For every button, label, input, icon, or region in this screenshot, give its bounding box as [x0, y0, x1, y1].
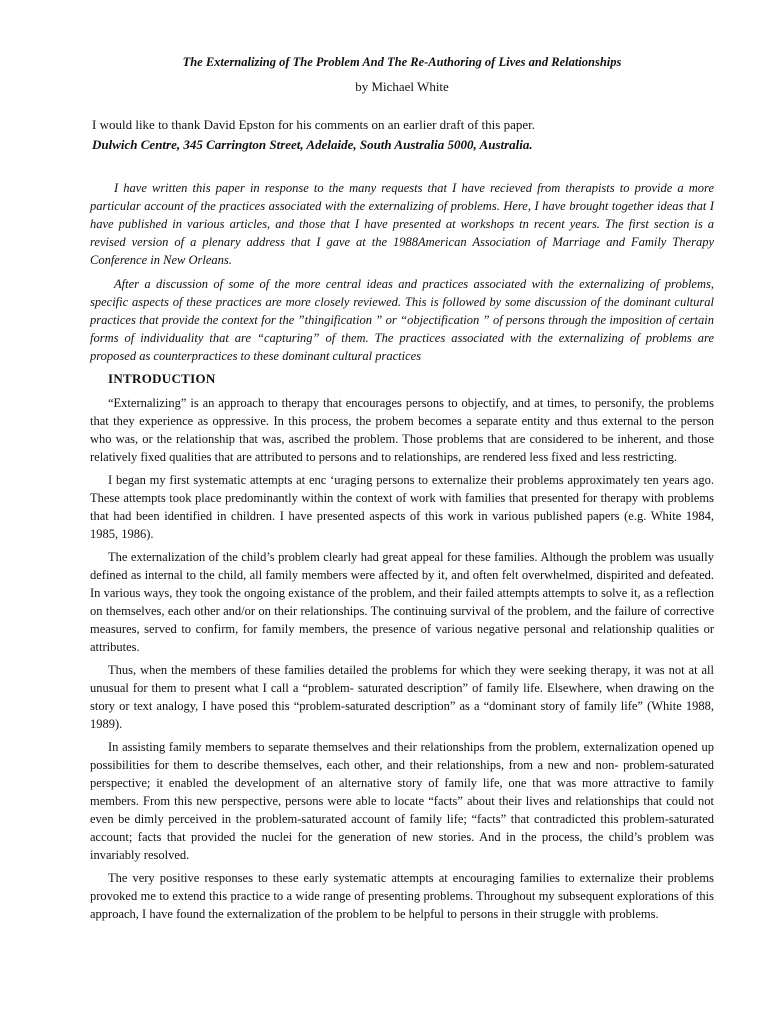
- body-paragraph-2: I began my first systematic attempts at enc ‘uraging persons to externalize their problems approximately ten years ago. These attempts took place predominantly within the context of work with families that presented for therapy with problems that had been identified in children. I have presented aspects of this work in various published papers (e.g. White 1984, 1985, 1986).: [90, 473, 714, 541]
- author-address: Dulwich Centre, 345 Carrington Street, Adelaide, South Australia 5000, Australia.: [92, 137, 533, 152]
- body-paragraph-5: In assisting family members to separate themselves and their relationships from the problem, externalization opened up possibilities for them to describe themselves, each other, and their relationships, from a new and non- problem-saturated perspective; it enabled the development of an alternative story of family life, one that was more attractive to family members. From this new perspective, persons were able to locate “facts” about their lives and relationships that could not even be dimly perceived in the problem-saturated account of family life; “facts” that contradicted this problem-saturated account; facts that provided the nuclei for the generation of new stories. And in the process, the child’s problem was invariably resolved.: [90, 740, 714, 862]
- body-paragraph-4: Thus, when the members of these families detailed the problems for which they were seeking therapy, it was not at all unusual for them to present what I call a “problem- saturated description” of family life. Elsewhere, when drawing on the story or text analogy, I have posed this “problem-saturated description” as a “dominant story of family life” (White 1988, 1989).: [90, 663, 714, 731]
- acknowledgement: I would like to thank David Epston for his comments on an earlier draft of this paper.: [92, 117, 535, 132]
- abstract-paragraph-1: I have written this paper in response to the many requests that I have recieved from therapists to provide a more particular account of the practices associated with the externalizing of problems. Here, I have brought together ideas that I have published in various articles, and those that I have presented at workshops tn recent years. The first section is a revised version of a plenary address that I gave at the 1988American Association of Marriage and Family Therapy Conference in New Orleans.: [90, 181, 714, 267]
- author-line: by Michael White: [355, 79, 449, 94]
- paper-title: The Externalizing of The Problem And The Re-Authoring of Lives and Relationships: [182, 55, 622, 69]
- section-heading: INTRODUCTION: [108, 371, 216, 386]
- document-page: [90, 53, 714, 923]
- body-paragraph-1: “Externalizing” is an approach to therapy that encourages persons to objectify, and at times, to personify, the problems that they experience as oppressive. In this process, the probem becomes a separate entity and thus external to the person who was, or the relationship that was, ascribed the problem. Those problems that are considered to be inherent, and those relatively fixed qualities that are attributed to persons and to relationships, are rendered less fixed and less restricting.: [90, 396, 714, 464]
- body-paragraph-3: The externalization of the child’s problem clearly had great appeal for these families. Although the problem was usually defined as internal to the child, all family members were affected by it, and often felt overwhelmed, dispirited and defeated. In various ways, they took the ongoing existance of the problem, and their failed attempts attempts to solve it, as a reflection on themselves, each other and/or on their relationships. The continuing survival of the problem, and the failure of corrective measures, served to confirm, for family members, the presence of various negative personal and relationship qualities or attributes.: [90, 550, 714, 654]
- abstract-paragraph-2: After a discussion of some of the more central ideas and practices associated with the externalizing of problems, specific aspects of these practices are more closely reviewed. This is followed by some discussion of the dominant cultural practices that provide the context for the ”thingification ” or “objectification ” of persons through the imposition of certain forms of individuality that are “capturing” of them. The practices associated with the externalizing of problems are proposed as counterpractices to these dominant cultural practices: [90, 277, 714, 363]
- body-paragraph-6: The very positive responses to these early systematic attempts at encouraging families to externalize their problems provoked me to extend this practice to a wide range of presenting problems. Throughout my subsequent explorations of this approach, I have found the externalization of the problem to be helpful to persons in their struggle with problems.: [90, 871, 714, 921]
